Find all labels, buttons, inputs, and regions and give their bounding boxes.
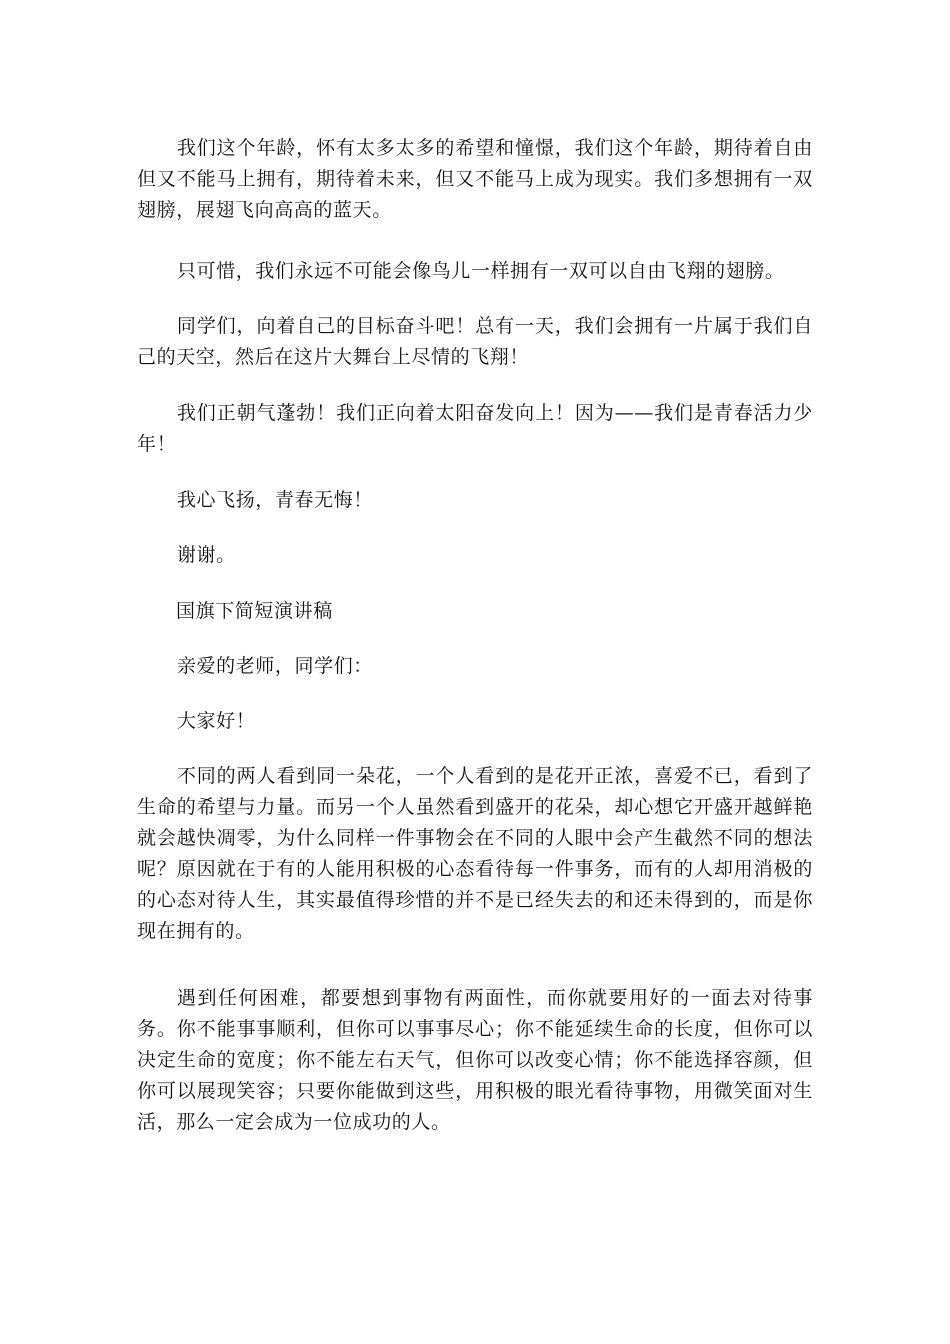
- paragraph-strive-goals: 同学们，向着自己的目标奋斗吧！总有一天，我们会拥有一片属于我们自己的天空，然后在这片大舞台上尽情的飞翔！: [137, 315, 813, 368]
- paragraph-wings-regret: 只可惜，我们永远不可能会像鸟儿一样拥有一双可以自由飞翔的翅膀。: [176, 260, 785, 282]
- speech-body-paragraph: 不同的两人看到同一朵花，一个人看到的是花开正浓，喜爱不已，看到了生命的希望与力量。而另一个人虽然看到盛开的花朵，却心想它开盛开越鲜艳就会越快凋零，为什么同样一件事物会在不同的人眼中会产生截然不同的想法呢？原因就在于有的人能用积极的心态看待每一件事务，而有的人却用消极的的心态对待人生，其实最值得珍惜的并不是已经失去的和还未得到的，而是你现在拥有的。: [137, 765, 813, 942]
- paragraph-youth-hopes: 我们这个年龄，怀有太多太多的希望和憧憬，我们这个年龄，期待着自由但又不能马上拥有，期待着未来，但又不能马上成为现实。我们多想拥有一双翅膀，展翅飞向高高的蓝天。: [137, 137, 813, 221]
- speech-title: 国旗下简短演讲稿: [176, 600, 333, 622]
- speech-body-paragraph: 遇到任何困难，都要想到事物有两面性，而你就要用好的一面去对待事务。你不能事事顺利，但你可以事事尽心；你不能延续生命的长度，但你可以决定生命的宽度；你不能左右天气，但你可以改变心情；你不能选择容颜，但你可以展现笑容；只要你能做到这些，用积极的眼光看待事物，用微笑面对生活，那么一定会成为一位成功的人。: [137, 987, 813, 1133]
- speech-salutation: 亲爱的老师，同学们：: [176, 655, 373, 677]
- speech-greeting: 大家好！: [176, 710, 256, 732]
- paragraph-youth-energy: 我们正朝气蓬勃！我们正向着太阳奋发向上！因为——我们是青春活力少年！: [137, 402, 813, 455]
- paragraph-no-regrets: 我心飞扬，青春无悔！: [176, 489, 373, 511]
- paragraph-thanks: 谢谢。: [176, 544, 236, 566]
